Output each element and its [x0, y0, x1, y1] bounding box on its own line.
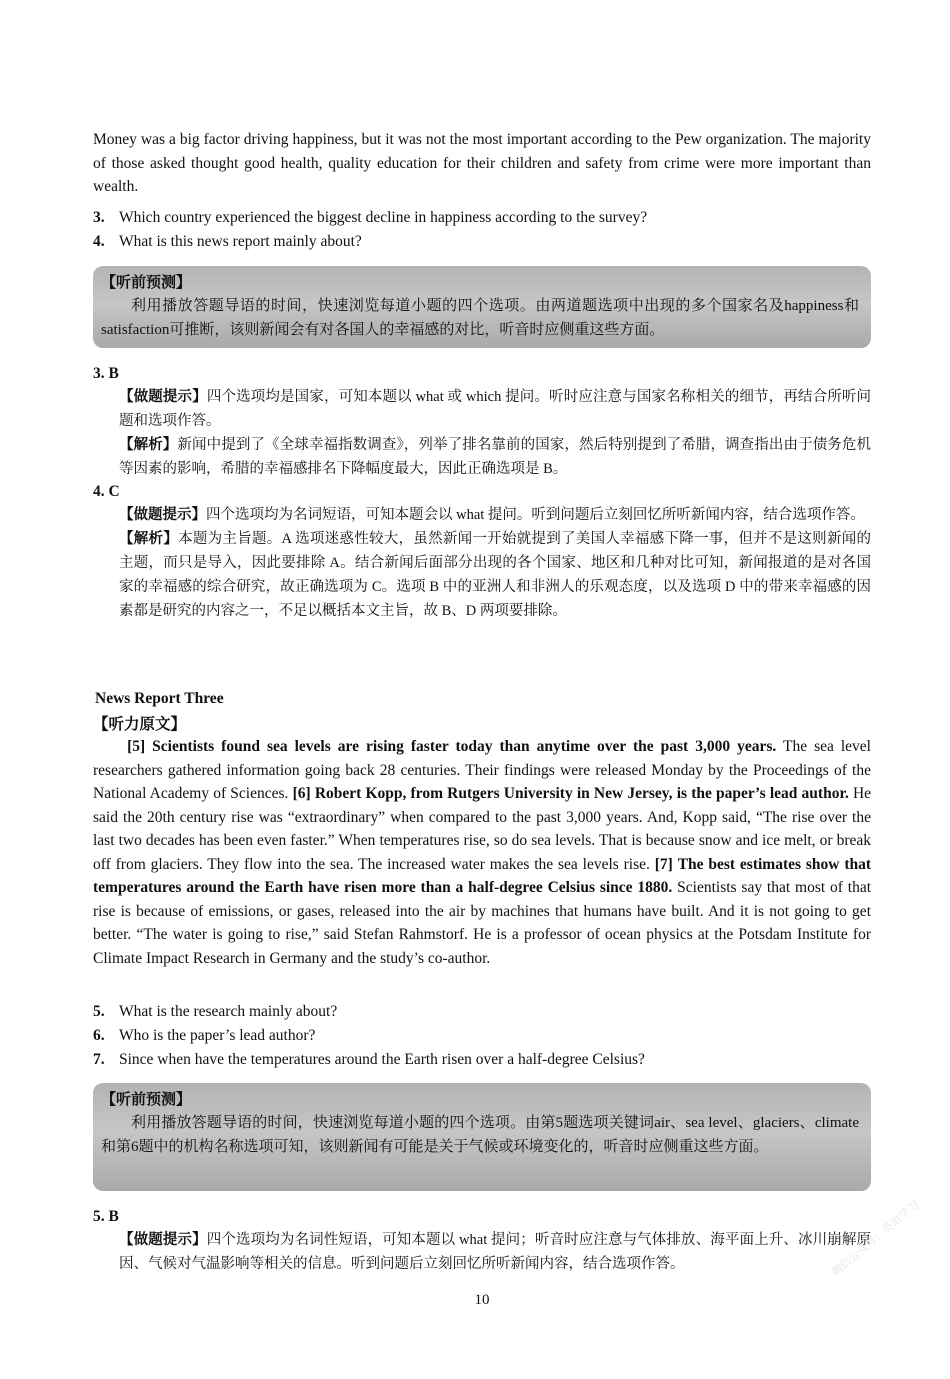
question-number: 3.: [93, 209, 105, 226]
answer-label: 3. B: [93, 365, 119, 382]
key-sentence-6: Robert Kopp, from Rutgers University in New Jersey, is the paper’s lead author.: [314, 785, 849, 802]
question-number: 4.: [93, 233, 105, 250]
answer-4: [93, 481, 871, 623]
transcript-paragraph: [93, 735, 871, 970]
answer-label: 5. B: [93, 1208, 119, 1225]
prediction-body: 利用播放答题导语的时间，快速浏览每道小题的四个选项。由两道题选项中出现的多个国家名及happiness和satisfaction可推断，该则新闻会有对各国人的幸福感的对比，听音时应侧重这些方面。: [101, 298, 859, 338]
page-number: 10: [474, 1292, 490, 1308]
answer-analysis: [93, 433, 871, 481]
prediction-body: 利用播放答题导语的时间，快速浏览每道小题的四个选项。由第5题选项关键词air、sea level、glaciers、climate和第6题中的机构名称选项可知，该则新闻有可能是关于气候或环境变化的，听音时应侧重这些方面。: [101, 1115, 859, 1155]
question-number: 5.: [93, 1003, 105, 1020]
analysis-text: 本题为主旨题。A 选项迷惑性较大，虽然新闻一开始就提到了美国人幸福感下降一事，但并不是这则新闻的主题，而只是导入，因此要排除 A。结合新闻后面部分出现的各个国家、地区和几种对比可知，新闻报道的是对各国家的幸福感的综合研究，故正确选项为 C。选项 B 中的亚洲人和非洲人的乐观态度，以及选项 D 中的带来幸福感的因素都是研究的内容之一，不足以概括本文主旨，故 B、D 两项要排除。: [119, 531, 872, 619]
watermark-text: 微信公众号：英语学习: [829, 1198, 922, 1279]
prediction-heading: 【听前预测】: [101, 1092, 192, 1108]
tip-heading: 【做题提示】: [119, 389, 207, 405]
answer-3: [93, 363, 871, 481]
question-list-a: [93, 206, 871, 254]
answer-tip: [93, 385, 871, 433]
analysis-text: 新闻中提到了《全球幸福指数调查》，列举了排名靠前的国家，然后特别提到了希腊，调查指出由于债务危机等因素的影响，希腊的幸福感排名下降幅度最大，因此正确选项是 B。: [119, 437, 872, 477]
tip-text: 四个选项均是国家，可知本题以 what 或 which 提问。听时应注意与国家名称相关的细节，再结合所听问题和选项作答。: [119, 389, 871, 429]
tip-heading: 【做题提示】: [119, 1232, 207, 1248]
prediction-box: [93, 1083, 871, 1191]
answer-analysis: [93, 527, 871, 623]
question-item: [93, 1024, 871, 1048]
marker-6: [6]: [292, 785, 311, 802]
tip-text: 四个选项均为名词短语，可知本题会以 what 提问。听到问题后立刻回忆所听新闻内容，结合选项作答。: [206, 507, 865, 523]
transcript-text: The sea level researchers gathered information going back 28 centuries. Their findings were released Monday by the Proceedings of the National Academy of Sciences.: [93, 738, 871, 802]
question-text: Since when have the temperatures around the Earth risen over a half-degree Celsius?: [119, 1051, 645, 1068]
answer-tip: [93, 1228, 871, 1276]
prediction-box: [93, 266, 871, 348]
answer-label: 4. C: [93, 483, 120, 500]
tip-text: 四个选项均为名词性短语，可知本题以 what 提问；听音时应注意与气体排放、海平面上升、冰川崩解原因、气候对气温影响等相关的信息。听到问题后立刻回忆所听新闻内容，结合选项作答。: [119, 1232, 872, 1272]
question-list-b: [93, 1000, 871, 1072]
transcript-text: He said the 20th century rise was “extraordinary” when compared to the past 3,000 years. And, Kopp said, “The rise over the last two decades has been even faster.” When temperatures rise, so do sea levels. That is because snow and ice melt, or break off from glaciers. They flow into the sea. The increased water makes the sea levels rise.: [93, 785, 872, 873]
question-number: 6.: [93, 1027, 105, 1044]
question-item: [93, 206, 871, 230]
answer-tip: [93, 503, 871, 527]
question-text: What is this news report mainly about?: [119, 233, 362, 250]
tip-heading: 【做题提示】: [119, 507, 206, 523]
key-sentence-5: Scientists found sea levels are rising faster today than anytime over the past 3,000 years.: [152, 738, 777, 755]
original-text-heading: 【听力原文】: [93, 716, 187, 733]
marker-5: [5]: [127, 738, 146, 755]
marker-7: [7]: [654, 855, 673, 873]
question-text: What is the research mainly about?: [119, 1003, 338, 1020]
question-text: Which country experienced the biggest decline in happiness according to the survey?: [119, 209, 648, 226]
analysis-heading: 【解析】: [119, 531, 179, 547]
question-item: [93, 1000, 871, 1024]
prediction-heading: 【听前预测】: [101, 275, 192, 291]
section-title: News Report Three: [95, 690, 224, 707]
intro-paragraph: Money was a big factor driving happiness, but it was not the most important according to the Pew organization. The majority of those asked thought good health, quality education for their children and safety from crime were more important than wealth.: [93, 131, 871, 195]
question-number: 7.: [93, 1051, 105, 1068]
key-sentence-7: The best estimates show that temperatures around the Earth have risen more than a half-degree Celsius since 1880.: [93, 855, 872, 896]
question-item: [93, 230, 871, 254]
analysis-heading: 【解析】: [119, 437, 178, 453]
transcript-text: Scientists say that most of that rise is because of emissions, or gases, released into the air by machines that humans have built. And it is not going to get better. “The water is going to rise,” said Stefan Rahmstorf. He is a professor of ocean physics at the Potsdam Institute for Climate Impact Research in Germany and the study’s co-author.: [93, 879, 872, 967]
question-text: Who is the paper’s lead author?: [119, 1027, 316, 1044]
question-item: [93, 1048, 871, 1072]
answer-5: [93, 1206, 871, 1276]
